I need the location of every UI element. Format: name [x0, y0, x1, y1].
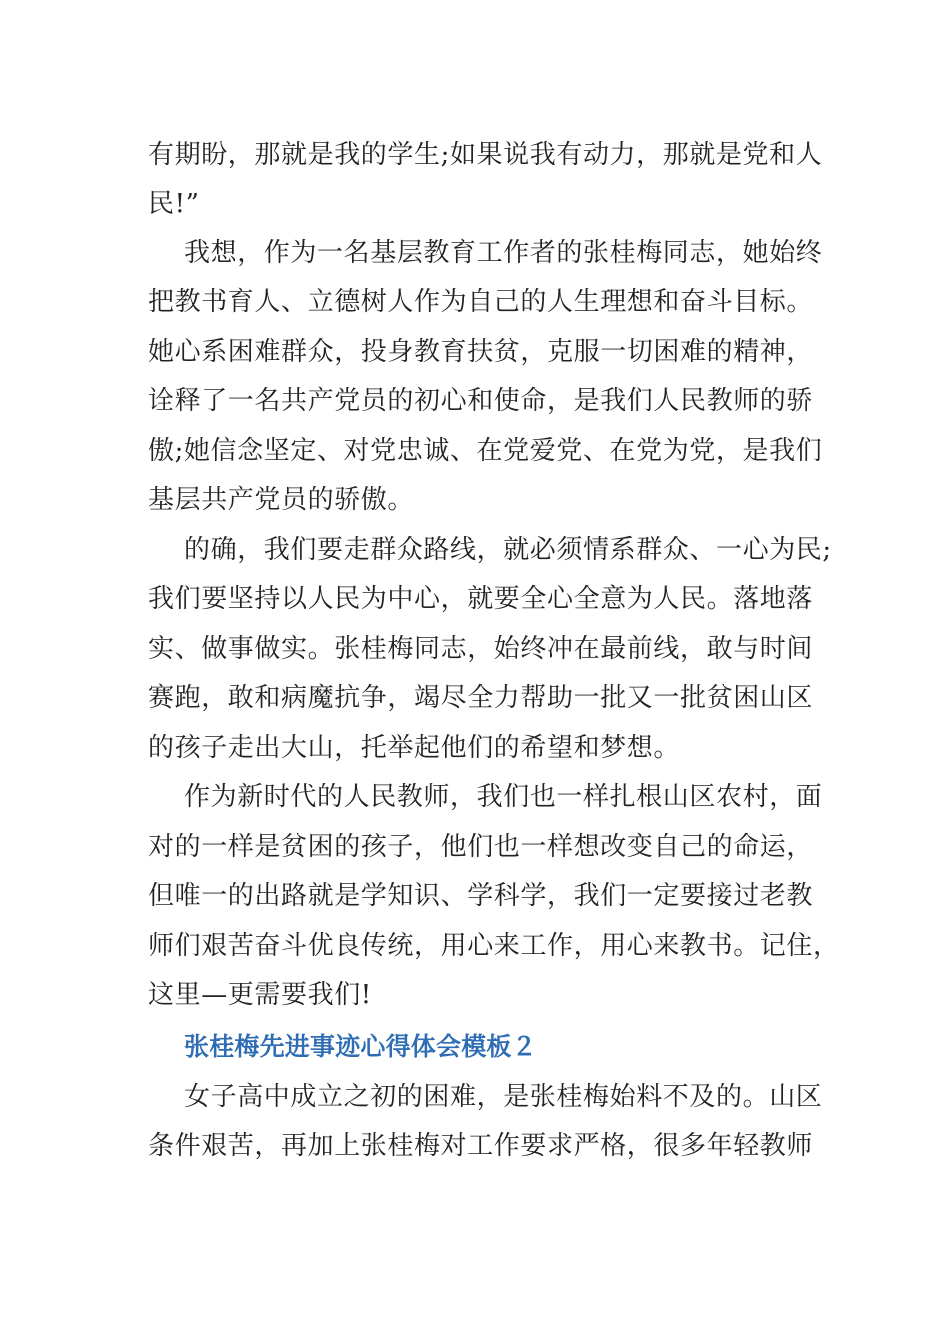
- paragraph-4-line-2: 对的一样是贫困的孩子，他们也一样想改变自己的命运，: [148, 832, 814, 862]
- paragraph-5-line-2: 条件艰苦，再加上张桂梅对工作要求严格，很多年轻教师: [148, 1131, 814, 1161]
- paragraph-4-line-4: 师们艰苦奋斗优良传统，用心来工作，用心来教书。记住，: [148, 931, 840, 961]
- paragraph-2-line-4: 诠释了一名共产党员的初心和使命，是我们人民教师的骄: [148, 386, 814, 416]
- paragraph-2-line-5: 傲;她信念坚定、对党忠诚、在党爱党、在党为党，是我们: [148, 436, 823, 466]
- paragraph-2-line-2: 把教书育人、立德树人作为自己的人生理想和奋斗目标。: [148, 287, 814, 317]
- paragraph-5-line-1: 女子高中成立之初的困难，是张桂梅始料不及的。山区: [184, 1082, 823, 1112]
- paragraph-3-line-1: 的确，我们要走群众路线，就必须情系群众、一心为民;: [184, 535, 832, 565]
- paragraph-3-line-5: 的孩子走出大山，托举起他们的希望和梦想。: [148, 733, 681, 763]
- paragraph-2-line-3: 她心系困难群众，投身教育扶贫，克服一切困难的精神，: [148, 337, 814, 367]
- paragraph-1-line-2: 民!”: [148, 189, 200, 219]
- paragraph-4-line-1: 作为新时代的人民教师，我们也一样扎根山区农村，面: [184, 782, 823, 812]
- paragraph-4-line-5: 这里—更需要我们!: [148, 980, 372, 1010]
- paragraph-3-line-4: 赛跑，敢和病魔抗争，竭尽全力帮助一批又一批贫困山区: [148, 683, 814, 713]
- paragraph-2-line-6: 基层共产党员的骄傲。: [148, 485, 415, 515]
- paragraph-3-line-2: 我们要坚持以人民为中心，就要全心全意为人民。落地落: [148, 584, 814, 614]
- paragraph-1-line-1: 有期盼，那就是我的学生;如果说我有动力，那就是党和人: [148, 140, 823, 170]
- paragraph-2-line-1: 我想，作为一名基层教育工作者的张桂梅同志，她始终: [184, 238, 823, 268]
- paragraph-3-line-3: 实、做事做实。张桂梅同志，始终冲在最前线，敢与时间: [148, 634, 814, 664]
- paragraph-4-line-3: 但唯一的出路就是学知识、学科学，我们一定要接过老教: [148, 881, 814, 911]
- section-heading: 张桂梅先进事迹心得体会模板２: [184, 1032, 537, 1061]
